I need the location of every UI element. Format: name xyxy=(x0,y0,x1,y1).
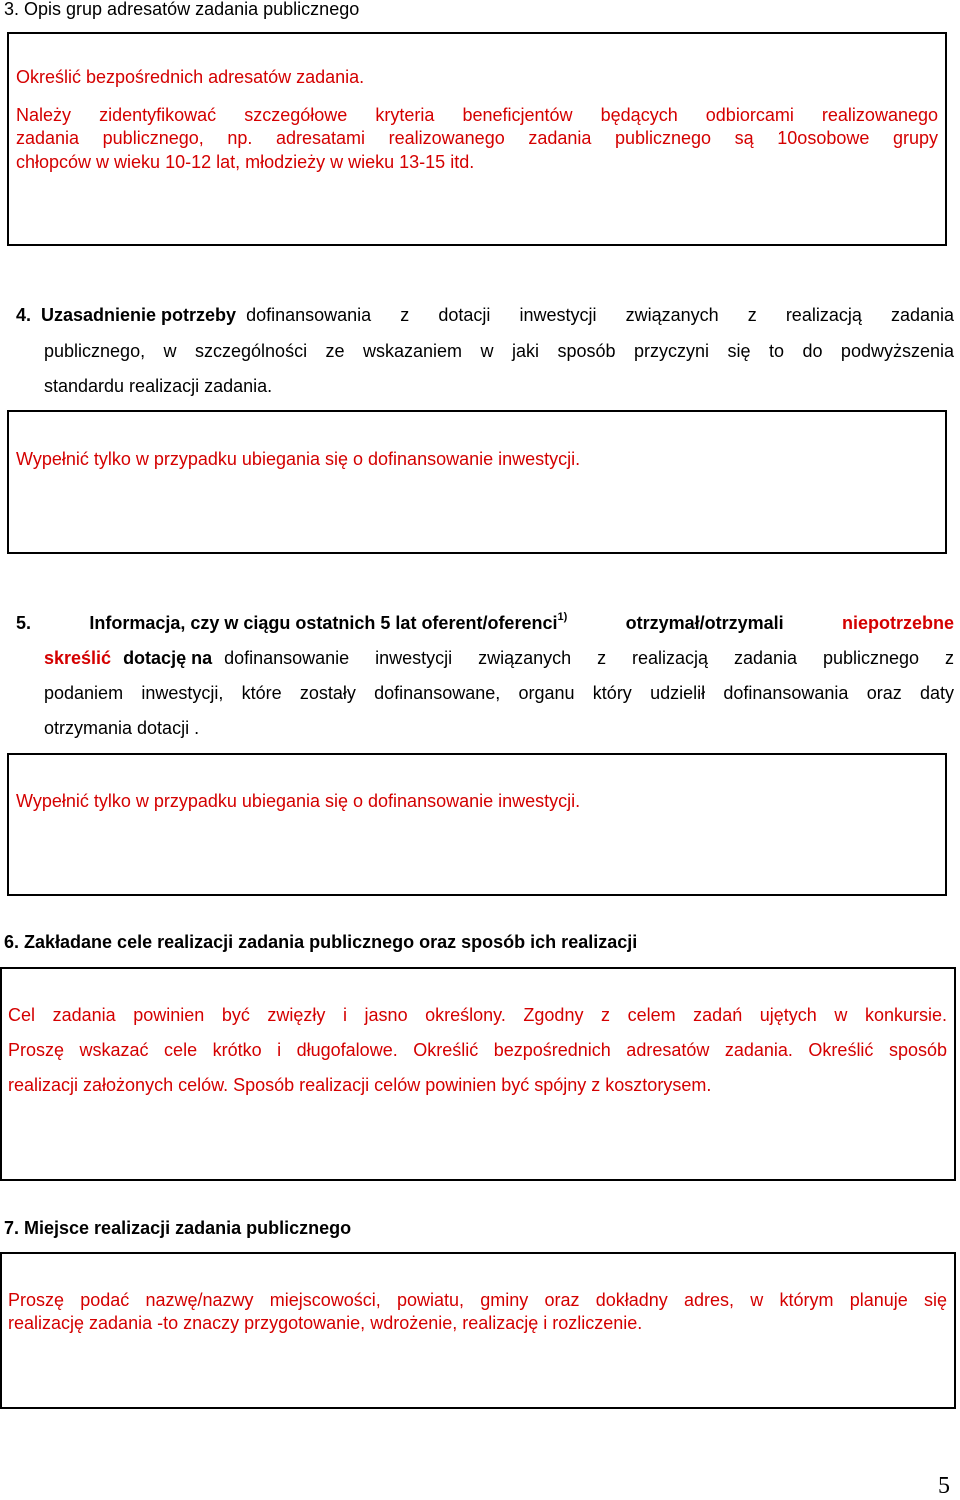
section-5-heading-rest: dofinansowanie inwestycji związanych z realizacją zadania publicznego z xyxy=(224,648,954,668)
section-4-box[interactable] xyxy=(7,410,947,554)
page-number: 5 xyxy=(938,1473,950,1499)
section-4-instruction: Wypełnić tylko w przypadku ubiegania się o dofinansowanie inwestycji. xyxy=(16,449,581,469)
section-5-red-2: skreślić xyxy=(44,648,112,668)
section-4-bold-lead: Uzasadnienie potrzeby xyxy=(41,305,237,325)
section-4-number: 4. xyxy=(16,305,32,325)
section-3-instruction-2: Należy zidentyfikować szczegółowe kryteria beneficjentów będących odbiorcami realizowanego xyxy=(16,105,938,125)
section-6-instruction-2: Proszę wskazać cele krótko i długofalowe. Określić bezpośrednich adresatów zadania. Określić sposób xyxy=(8,1040,947,1060)
section-7-instruction-1: Proszę podać nazwę/nazwy miejscowości, powiatu, gminy oraz dokładny adres, w którym planuje się xyxy=(8,1290,947,1310)
section-5-instruction: Wypełnić tylko w przypadku ubiegania się o dofinansowanie inwestycji. xyxy=(16,791,581,811)
footnote-marker: 1) xyxy=(557,611,568,623)
section-5-bold-mid: otrzymał/otrzymali xyxy=(625,613,784,633)
section-6-instruction-1: Cel zadania powinien być zwięzły i jasno określony. Zgodny z celem zadań ujętych w konkursie. xyxy=(8,1005,947,1025)
section-4-heading-line-2: publicznego, w szczególności ze wskazaniem w jaki sposób przyczyni się to do podwyższenia xyxy=(44,341,954,361)
section-3-title: 3. Opis grup adresatów zadania publicznego xyxy=(4,0,360,19)
section-4-heading-line-1 xyxy=(16,304,954,326)
section-4-heading-rest: dofinansowania z dotacji inwestycji związanych z realizacją zadania xyxy=(246,305,954,325)
section-3-instruction-3: zadania publicznego, np. adresatami realizowanego zadania publicznego są 10osobowe grupy xyxy=(16,128,938,148)
section-3-instruction-1: Określić bezpośrednich adresatów zadania. xyxy=(16,67,365,87)
section-5-bold-tail: dotację na xyxy=(123,648,213,668)
section-4-heading-line-3: standardu realizacji zadania. xyxy=(44,376,273,396)
section-5-bold-lead-text: Informacja, czy w ciągu ostatnich 5 lat oferent/oferenci xyxy=(89,613,558,633)
section-7-instruction-2: realizację zadania -to znaczy przygotowanie, wdrożenie, realizację i rozliczenie. xyxy=(8,1313,643,1333)
section-5-number: 5. xyxy=(16,613,32,633)
section-5-red-1: niepotrzebne xyxy=(841,613,954,633)
section-3-instruction-4: chłopców w wieku 10-12 lat, młodzieży w wieku 13-15 itd. xyxy=(16,152,475,172)
section-5-bold-lead xyxy=(89,611,567,635)
section-5-heading-line-1 xyxy=(16,611,954,635)
section-6-instruction-3: realizacji założonych celów. Sposób realizacji celów powinien być spójny z kosztorysem. xyxy=(8,1075,712,1095)
section-5-heading-line-4: otrzymania dotacji . xyxy=(44,718,200,738)
section-6-title: 6. Zakładane cele realizacji zadania publicznego oraz sposób ich realizacji xyxy=(4,932,638,952)
section-5-heading-line-3: podaniem inwestycji, które zostały dofinansowane, organu który udzielił dofinansowania oraz daty xyxy=(44,683,954,703)
section-7-title: 7. Miejsce realizacji zadania publicznego xyxy=(4,1218,352,1238)
section-5-box[interactable] xyxy=(7,753,947,896)
section-5-heading-line-2 xyxy=(44,647,954,669)
